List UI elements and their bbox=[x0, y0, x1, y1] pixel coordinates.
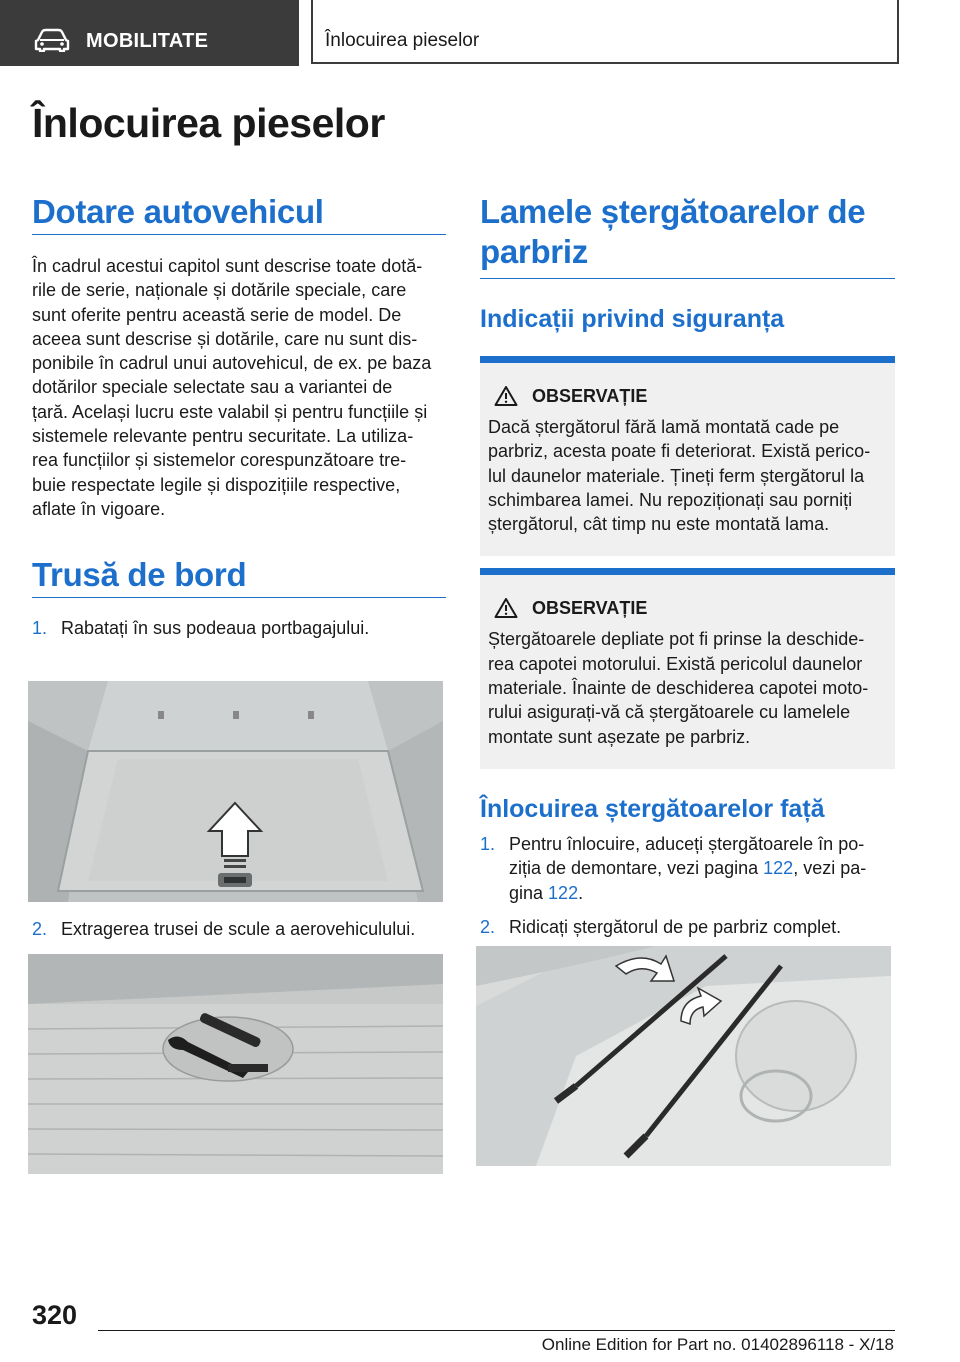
text-fragment: . bbox=[578, 882, 584, 903]
equipment-heading-block bbox=[32, 192, 446, 235]
text-line: sistemele relevante pentru securitate. La utiliza- bbox=[32, 426, 414, 447]
step-text: Extragerea trusei de scule a aerovehiculului. bbox=[61, 919, 416, 939]
warning-icon bbox=[494, 385, 518, 407]
text-line: Ștergătoarele depliate pot fi prinse la deschide- bbox=[488, 629, 865, 650]
text-line: În cadrul acestui capitol sunt descrise toate dotă- bbox=[32, 256, 423, 276]
safety-heading: Indicații privind siguranța bbox=[480, 305, 785, 333]
front-wipers-heading: Înlocuirea ștergătoarelor față bbox=[480, 794, 825, 823]
text-line: rului asigurați-vă că ștergătoarele cu lamelele bbox=[488, 702, 851, 723]
notice-text bbox=[488, 627, 887, 748]
left-column bbox=[32, 190, 446, 641]
text-line: parbriz, acesta poate fi deteriorat. Există perico- bbox=[488, 441, 871, 462]
text-line: aflate în vigoare. bbox=[32, 498, 166, 519]
edition-note: Online Edition for Part no. 01402896118 - X/18 bbox=[541, 1335, 894, 1354]
toolkit-heading-block bbox=[32, 555, 446, 598]
notice-box bbox=[480, 356, 895, 556]
text-line bbox=[509, 856, 895, 880]
text-line: ștergătorul, cât timp nu este montată lama. bbox=[488, 514, 830, 535]
right-column bbox=[480, 190, 895, 939]
notice-text bbox=[488, 415, 887, 536]
step-number: 2. bbox=[480, 916, 496, 937]
text-line: schimbarea lamei. Nu repoziționați sau porniți bbox=[488, 489, 853, 510]
chapter-label: Înlocuirea pieselor bbox=[325, 30, 480, 51]
page-link[interactable]: 122 bbox=[548, 882, 579, 903]
text-line: materiale. Înainte de deschiderea capotei moto- bbox=[488, 678, 869, 699]
text-line: sunt oferite pentru această serie de model. De bbox=[32, 304, 402, 325]
text-fragment: gina bbox=[509, 882, 549, 903]
notice-title bbox=[494, 597, 887, 619]
text-line: rea funcțiilor și sistemelor corespunzătoare tre- bbox=[32, 450, 407, 471]
page-link[interactable]: 122 bbox=[763, 858, 794, 879]
section-tab[interactable] bbox=[0, 0, 299, 66]
text-line: buie respectate legile și dispozițiile respective, bbox=[32, 474, 401, 495]
notice-title-text: OBSERVAȚIE bbox=[532, 597, 648, 618]
text-line bbox=[509, 881, 895, 905]
text-line: lul daunelor materiale. Țineți ferm ștergătorul la bbox=[488, 465, 865, 486]
step-number: 1. bbox=[32, 618, 48, 639]
step-text: Rabatați în sus podeaua portbagajului. bbox=[61, 618, 370, 639]
toolkit-step-1 bbox=[32, 616, 446, 640]
text-fragment: , vezi pa- bbox=[793, 858, 867, 879]
equipment-paragraph bbox=[32, 254, 446, 521]
footer-divider bbox=[98, 1330, 895, 1331]
toolkit-image bbox=[28, 954, 443, 1174]
step-number: 2. bbox=[32, 919, 48, 939]
trunk-floor-image bbox=[28, 681, 443, 902]
text-fragment: ziția de demontare, vezi pagina bbox=[509, 858, 764, 879]
text-line: Dacă ștergătorul fără lamă montată cade pe bbox=[488, 417, 840, 437]
section-label: MOBILITATE bbox=[86, 30, 209, 52]
wiper-heading-block bbox=[480, 192, 895, 279]
text-line: dotărilor speciale selectate sau a variantei de bbox=[32, 377, 393, 398]
wiper-step-1 bbox=[480, 832, 895, 905]
text-line: țară. Același lucru este valabil și pentru funcțiile și bbox=[32, 401, 428, 422]
equipment-heading: Dotare autovehicul bbox=[32, 193, 324, 230]
warning-icon bbox=[494, 597, 518, 619]
page-header bbox=[0, 0, 960, 66]
toolkit-step-2 bbox=[32, 917, 475, 941]
text-line: ponibile în cadrul unui autovehicul, de ex. pe baza bbox=[32, 353, 432, 374]
step-text: Ridicați ștergătorul de pe parbriz complet. bbox=[509, 916, 842, 937]
chapter-tab bbox=[311, 0, 899, 64]
wiper-image bbox=[476, 946, 891, 1166]
page-number: 320 bbox=[32, 1300, 78, 1330]
notice-box bbox=[480, 568, 895, 768]
toolkit-heading: Trusă de bord bbox=[32, 556, 247, 594]
text-line: rea capotei motorului. Există pericolul daunelor bbox=[488, 653, 863, 674]
text-line: aceea sunt descrise și dotările, care nu sunt dis- bbox=[32, 328, 418, 349]
wiper-step-2 bbox=[480, 915, 895, 939]
notice-title-text: OBSERVAȚIE bbox=[532, 385, 648, 406]
page-title: Înlocuirea pieselor bbox=[32, 100, 385, 146]
text-line: Pentru înlocuire, aduceți ștergătoarele în po- bbox=[509, 833, 865, 854]
text-line: montate sunt așezate pe parbriz. bbox=[488, 726, 751, 747]
notice-title bbox=[494, 385, 887, 407]
car-icon bbox=[34, 28, 70, 52]
wiper-heading: Lamele ștergătoarelor de parbriz bbox=[480, 193, 866, 270]
text-line: rile de serie, naționale și dotările speciale, care bbox=[32, 280, 407, 301]
step-number: 1. bbox=[480, 833, 496, 854]
